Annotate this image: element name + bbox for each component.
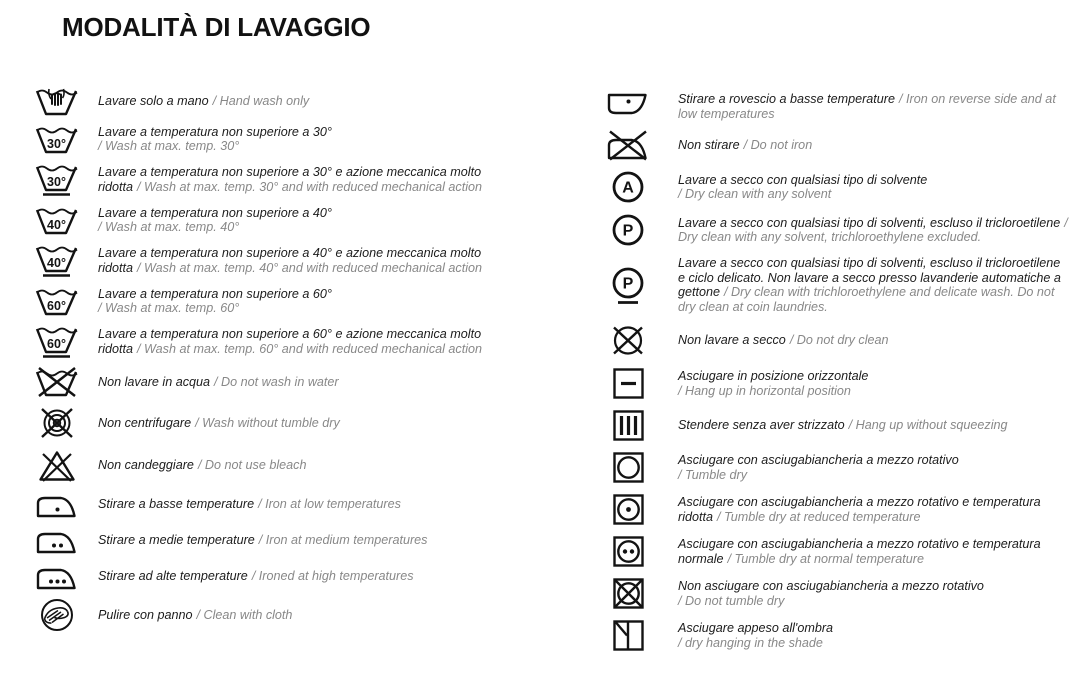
- label-italian: Non asciugare con asciugabiancheria a mezzo rotativo: [678, 579, 984, 593]
- care-symbol-row: [35, 490, 491, 518]
- care-symbol-description: [98, 458, 306, 473]
- care-symbol-row: [606, 409, 1068, 442]
- svg-text:60°: 60°: [47, 299, 66, 313]
- care-symbol-row: [606, 256, 1068, 314]
- label-english: / Do not tumble dry: [678, 593, 785, 608]
- label-english: / Tumble dry at reduced temperature: [717, 509, 921, 524]
- do-not-wring-icon: [35, 405, 81, 441]
- svg-text:A: A: [622, 179, 634, 197]
- care-symbol-description: [678, 216, 1068, 245]
- care-symbol-description: [678, 453, 959, 482]
- label-italian: Lavare a temperatura non superiore a 30°: [98, 124, 332, 139]
- wash-30-icon: [35, 124, 81, 154]
- label-english: / Iron at low temperatures: [258, 496, 401, 511]
- care-symbol-row: [35, 124, 491, 154]
- tumble-dry-normal-icon: [606, 535, 652, 568]
- care-symbol-description: [98, 287, 332, 316]
- label-italian: Non lavare in acqua: [98, 374, 211, 389]
- label-english: / Hang up without squeezing: [848, 418, 1008, 433]
- column-left: [35, 86, 491, 632]
- label-english: / Dry clean with any solvent: [678, 187, 832, 201]
- care-symbol-description: [98, 165, 491, 194]
- care-symbol-row: [606, 493, 1068, 526]
- care-symbol-row: [35, 598, 491, 632]
- dry-clean-any-solvent-icon: [606, 170, 652, 204]
- label-italian: Stirare a basse temperature: [98, 496, 255, 511]
- care-symbol-row: [606, 451, 1068, 484]
- label-italian: Lavare a secco con qualsiasi tipo di solventi, escluso il tricloroetilene e ciclo delicato. Non lavare a secco presso lavanderie automatiche a gettone: [678, 256, 1061, 299]
- label-italian: Lavare a temperatura non superiore a 60° e azione meccanica molto ridotta: [98, 327, 482, 356]
- care-symbol-row: [606, 535, 1068, 568]
- care-symbol-description: [98, 246, 491, 275]
- column-right: [606, 92, 1068, 652]
- care-symbol-description: [678, 369, 868, 398]
- svg-text:P: P: [622, 275, 634, 292]
- label-english: / Wash at max. temp. 30° and with reduced mechanical action: [137, 179, 483, 194]
- care-symbol-description: [678, 418, 1008, 433]
- drip-dry-icon: [606, 409, 652, 442]
- care-symbol-description: [678, 333, 889, 348]
- svg-text:P: P: [622, 222, 634, 240]
- label-italian: Lavare a temperatura non superiore a 60°: [98, 286, 332, 301]
- dry-clean-p-icon: [606, 213, 652, 247]
- label-italian: Non stirare: [678, 138, 740, 153]
- wash-30-reduced-icon: [35, 162, 81, 197]
- label-italian: Lavare solo a mano: [98, 93, 209, 108]
- do-not-wash-icon: [35, 367, 81, 397]
- wash-40-reduced-icon: [35, 243, 81, 278]
- do-not-dry-clean-icon: [606, 323, 652, 358]
- care-symbol-description: [678, 138, 812, 153]
- label-english: / Hang up in horizontal position: [678, 383, 851, 398]
- care-symbol-description: [678, 256, 1068, 314]
- page-title: MODALITÀ DI LAVAGGIO: [62, 12, 371, 42]
- dry-in-shade-icon: [606, 619, 652, 652]
- label-italian: Stirare a medie temperature: [98, 532, 255, 547]
- label-italian: Lavare a secco con qualsiasi tipo di solvente: [678, 172, 928, 187]
- care-symbol-row: [35, 243, 491, 278]
- label-italian: Stirare ad alte temperature: [98, 568, 248, 583]
- wash-40-icon: [35, 205, 81, 235]
- care-symbol-row: [35, 526, 491, 554]
- iron-reverse-low-icon: [606, 93, 652, 121]
- wash-60-reduced-icon: [35, 324, 81, 359]
- iron-low-icon: [35, 490, 81, 518]
- care-symbol-description: [98, 608, 292, 623]
- label-english: / Iron on reverse side and at low temperatures: [678, 92, 1056, 121]
- care-symbol-row: [35, 449, 491, 482]
- do-not-tumble-dry-icon: [606, 577, 652, 610]
- care-symbol-description: [678, 495, 1068, 524]
- dry-flat-icon: [606, 367, 652, 400]
- care-symbol-description: [678, 621, 833, 650]
- svg-text:30°: 30°: [47, 137, 66, 151]
- care-symbol-description: [98, 94, 309, 109]
- care-symbol-row: [35, 286, 491, 316]
- care-symbol-description: [678, 173, 927, 202]
- label-english: / Wash at max. temp. 40° and with reduced mechanical action: [137, 260, 483, 275]
- care-symbol-row: [35, 367, 491, 397]
- label-italian: Lavare a temperatura non superiore a 40°: [98, 205, 332, 220]
- care-symbol-row: [35, 86, 491, 116]
- label-italian: Asciugare in posizione orizzontale: [678, 369, 869, 383]
- care-symbol-row: [606, 577, 1068, 610]
- label-english: / Tumble dry at normal temperature: [727, 551, 924, 566]
- label-english: / Wash without tumble dry: [195, 415, 340, 430]
- care-symbol-description: [98, 533, 427, 548]
- label-italian: Non candeggiare: [98, 458, 194, 473]
- label-english: / Wash at max. temp. 60°: [98, 301, 240, 315]
- care-symbol-description: [98, 206, 332, 235]
- label-english: / Dry clean with trichloroethylene and delicate wash. Do not dry clean at coin laundries.: [678, 285, 1055, 314]
- hand-wash-icon: [35, 86, 81, 116]
- iron-medium-icon: [35, 526, 81, 554]
- label-english: / Do not use bleach: [197, 458, 307, 473]
- care-symbol-row: [35, 162, 491, 197]
- label-italian: Stendere senza aver strizzato: [678, 418, 845, 433]
- label-italian: Non centrifugare: [98, 415, 192, 430]
- label-italian: Asciugare appeso all'ombra: [678, 621, 834, 635]
- care-symbol-row: [35, 562, 491, 590]
- label-italian: Lavare a temperatura non superiore a 40° e azione meccanica molto ridotta: [98, 246, 482, 275]
- svg-text:40°: 40°: [47, 256, 66, 270]
- label-italian: Lavare a temperatura non superiore a 30° e azione meccanica molto ridotta: [98, 165, 482, 194]
- care-symbol-row: [606, 323, 1068, 358]
- label-english: / Wash at max. temp. 40°: [98, 220, 240, 234]
- care-symbol-row: [606, 367, 1068, 400]
- tumble-dry-low-icon: [606, 493, 652, 526]
- label-italian: Asciugare con asciugabiancheria a mezzo rotativo: [678, 453, 959, 467]
- care-symbol-row: [606, 619, 1068, 652]
- care-symbol-description: [98, 125, 332, 154]
- care-symbol-description: [98, 327, 491, 356]
- label-english: / Hand wash only: [212, 93, 310, 108]
- label-italian: Non lavare a secco: [678, 333, 786, 348]
- label-english: / Do not dry clean: [789, 333, 889, 348]
- care-symbol-description: [678, 92, 1068, 121]
- care-symbol-row: [606, 92, 1068, 121]
- care-symbol-row: [606, 130, 1068, 161]
- care-symbol-row: [35, 324, 491, 359]
- label-italian: Stirare a rovescio a basse temperature: [678, 92, 895, 106]
- label-english: / Wash at max. temp. 30°: [98, 139, 240, 153]
- label-english: / Do not wash in water: [214, 374, 339, 389]
- label-english: / Ironed at high temperatures: [251, 568, 414, 583]
- svg-text:60°: 60°: [47, 337, 66, 351]
- tumble-dry-icon: [606, 451, 652, 484]
- care-symbol-description: [98, 569, 414, 584]
- label-english: / Do not iron: [743, 138, 813, 153]
- dry-clean-p-delicate-icon: [606, 266, 652, 305]
- label-english: / dry hanging in the shade: [678, 635, 823, 650]
- do-not-bleach-icon: [35, 449, 81, 482]
- label-english: / Clean with cloth: [196, 607, 293, 622]
- label-english: / Tumble dry: [678, 467, 748, 482]
- label-english: / Dry clean with any solvent, trichloroethylene excluded.: [678, 215, 1068, 244]
- clean-with-cloth-icon: [35, 598, 81, 632]
- care-symbol-description: [98, 416, 340, 431]
- svg-text:40°: 40°: [47, 218, 66, 232]
- care-symbol-row: [35, 205, 491, 235]
- label-italian: Pulire con panno: [98, 607, 193, 622]
- label-italian: Lavare a secco con qualsiasi tipo di solventi, escluso il tricloroetilene: [678, 215, 1061, 230]
- label-english: / Iron at medium temperatures: [258, 532, 428, 547]
- svg-text:30°: 30°: [47, 175, 66, 189]
- care-symbol-description: [678, 537, 1068, 566]
- care-symbol-row: [606, 170, 1068, 204]
- care-symbol-description: [98, 375, 339, 390]
- care-symbol-row: [35, 405, 491, 441]
- iron-high-icon: [35, 562, 81, 590]
- care-symbol-row: [606, 213, 1068, 247]
- label-italian: Asciugare con asciugabiancheria a mezzo rotativo e temperatura ridotta: [678, 495, 1041, 524]
- do-not-iron-icon: [606, 130, 652, 161]
- care-symbol-description: [678, 579, 984, 608]
- care-symbol-description: [98, 497, 401, 512]
- label-english: / Wash at max. temp. 60° and with reduced mechanical action: [137, 341, 483, 356]
- label-italian: Asciugare con asciugabiancheria a mezzo rotativo e temperatura normale: [678, 537, 1041, 566]
- wash-60-icon: [35, 286, 81, 316]
